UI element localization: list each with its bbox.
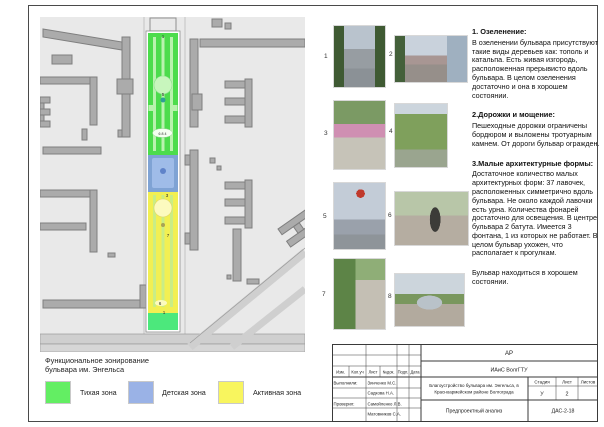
site-plan-map [40,17,305,352]
sheets-label: Листов [580,379,596,385]
col-ndok: №док. [382,369,395,375]
map-marker: 5 [161,92,165,97]
photo-6-statue [394,191,469,246]
photo-3-flowerbed [333,100,386,170]
col-podp: Подп. [397,369,409,375]
col-list: Лист [368,369,378,375]
photo-number-1: 1 [324,53,328,60]
photo-number-2: 2 [389,51,393,58]
col-data: Дата [410,369,420,375]
stamp-doc-title: Предпроектный анализ [445,408,503,415]
col-izm: Изм. [336,369,345,375]
performed-name-1: Зинченко М.С. [367,380,397,386]
children-zone-swatch [128,381,154,404]
section-3-heading: 3.Малые архитектурные формы: [472,158,594,168]
legend-title-line2: бульвара им. Энгельса [45,365,125,375]
photo-5-monument [333,182,386,250]
stage-label: Стадия [534,379,550,385]
photo-number-3: 3 [324,130,328,137]
section-3-body: Достаточное количество малых архитектурных форм: 37 лавочек, расположенных симметрично вдоль бульвара. Не около каждой лавочки есть урна. Количества фонарей достаточно для освещения. В центре бульвара 2 батута. Имеется 3 фонтана, 1 из которых не работает. В целом бульвар ухожен, что располагает к прогулкам. [472,169,598,258]
checked-name-2: Матовников С.А. [367,411,401,417]
monument-dot [161,98,166,103]
active-zone-swatch [218,381,244,404]
sheet-value: 2 [565,391,569,398]
sheet-label: Лист [562,379,572,385]
boulevard-strip [146,18,180,332]
section-2-body: Пешеходные дорожки ограничены бордюром и выложены тротуарным камнем. От дороги бульвар огражден. [472,121,600,148]
photo-number-4: 4 [389,128,393,135]
photo-number-8: 8 [388,293,392,300]
photo-number-5: 5 [323,213,327,220]
stamp-group-code: ДАС-2-18 [551,408,575,415]
stamp-project-line1: Благоустройство бульвара им. Энгельса, в [429,383,519,388]
analysis-text-column [472,28,600,298]
stamp-organization: ИАиС ВолгГТУ [490,367,528,374]
map-marker: 6 [158,301,162,306]
section-1-heading: 1. Озеленение: [472,27,527,36]
stage-value: У [540,391,544,398]
photo-2-boulevard-alley [394,35,468,83]
photo-4-trees [394,103,448,168]
section-1-body: В озеленении бульвара присутствуют такие виды деревьев как: тополь и катальпа. Есть живая изгородь, расположенная прерывисто вдоль бульвара. В целом озеленения достаточно и она в хорошем состоянии. [472,37,598,100]
photo-number-7: 7 [322,291,326,298]
stamp-code: АР [504,351,514,357]
legend-title-line1: Функциональное зонирование [45,356,149,365]
analysis-footer: Бульвар находиться в хорошем состоянии. [472,268,578,287]
map-marker: 6 8 4 [158,132,167,136]
quiet-zone-swatch [45,381,71,404]
section-2-heading: 2.Дорожки и мощение: [472,110,555,120]
photo-1-boulevard-walkway [333,25,386,88]
legend-title [45,356,149,375]
photo-number-6: 6 [388,212,392,219]
photo-8-fountain [394,273,465,327]
map-marker: 1 [162,310,166,315]
stamp-column-headers [336,370,420,375]
quiet-zone-bottom [148,313,178,330]
performed-name-2: Садкова Н.А. [367,390,395,396]
checked-label: Проверил: [333,401,355,407]
map-marker: 3 [165,193,169,198]
checked-name-1: Самойленко Л.В. [367,401,402,407]
photo-7-benches-path [333,258,386,330]
col-koluch: Кол.уч [351,369,364,375]
fountain-dot [161,223,165,227]
map-marker: 1 [161,34,165,39]
quiet-zone-label: Тихая зона [80,388,117,397]
children-zone-label: Детская зона [162,388,206,397]
active-zone-label: Активная зона [253,388,302,397]
playground-dot [160,168,166,174]
title-block [332,344,598,422]
stamp-project-line2: Красноармейском районе Волгограда [434,389,514,395]
map-marker: 7 [166,233,170,238]
performed-label: Выполнили: [333,380,358,386]
